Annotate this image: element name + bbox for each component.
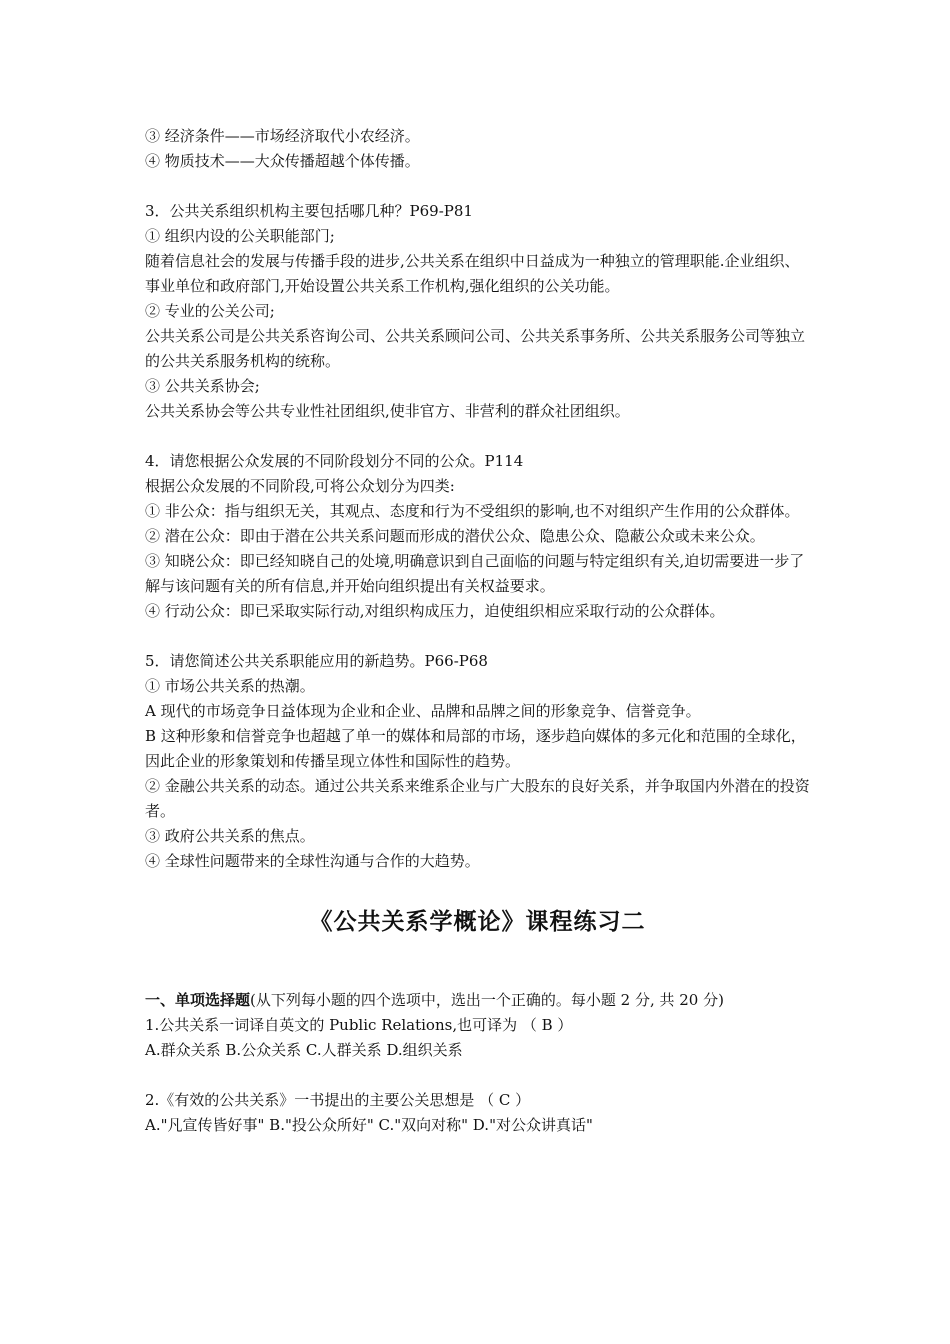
paragraph: ④ 行动公众：即已采取实际行动,对组织构成压力，迫使组织相应采取行动的公众群体。 (145, 602, 725, 620)
paragraph: 公共关系协会等公共专业性社团组织,使非官方、非营利的群众社团组织。 (145, 402, 630, 420)
paragraph: 随着信息社会的发展与传播手段的进步,公共关系在组织中日益成为一种独立的管理职能.企业组织、事业单位和政府部门,开始设置公共关系工作机构,强化组织的公关功能。 (145, 252, 800, 295)
spacer (145, 424, 810, 449)
question-heading-3: 3．公共关系组织机构主要包括哪几种？P69-P81 (145, 202, 473, 220)
text-line: ③ 政府公共关系的焦点。 (145, 827, 315, 845)
exercise-title: 《公共关系学概论》课程练习二 (309, 908, 646, 935)
question-heading-4: 4．请您根据公众发展的不同阶段划分不同的公众。P114 (145, 452, 524, 470)
paragraph: 公共关系公司是公共关系咨询公司、公共关系顾问公司、公共关系事务所、公共关系服务公司等独立的公共关系服务机构的统称。 (145, 327, 806, 370)
paragraph: ② 潜在公众：即由于潜在公共关系问题而形成的潜伏公众、隐患公众、隐蔽公众或未来公众。 (145, 527, 765, 545)
section-heading-bold: 一、单项选择题 (145, 991, 251, 1009)
text-line: ② 专业的公关公司; (145, 302, 275, 320)
mc-options-2: A."凡宣传皆好事" B."投公众所好" C."双向对称" D."对公众讲真话" (145, 1116, 593, 1134)
section-heading-note: (从下列每小题的四个选项中，选出一个正确的。每小题 2 分, 共 20 分) (250, 991, 724, 1009)
question-heading-5: 5．请您简述公共关系职能应用的新趋势。P66-P68 (145, 652, 488, 670)
mc-question-1: 1.公共关系一词译自英文的 Public Relations,也可译为 （ B ） (145, 1016, 573, 1034)
mc-options-1: A.群众关系 B.公众关系 C.人群关系 D.组织关系 (145, 1041, 463, 1059)
text-line: ③ 经济条件——市场经济取代小农经济。 (145, 127, 420, 145)
text-line: ④ 物质技术——大众传播超越个体传播。 (145, 152, 420, 170)
section-heading (145, 988, 810, 1013)
paragraph: B 这种形象和信誉竞争也超越了单一的媒体和局部的市场，逐步趋向媒体的多元化和范围的全球化，因此企业的形象策划和传播呈现立体性和国际性的趋势。 (145, 727, 806, 770)
paragraph: ② 金融公共关系的动态。通过公共关系来维系企业与广大股东的良好关系，并争取国内外潜在的投资者。 (145, 777, 810, 820)
text-line: ① 市场公共关系的热潮。 (145, 677, 315, 695)
document-page (145, 124, 810, 1138)
paragraph: ① 非公众：指与组织无关，其观点、态度和行为不受组织的影响,也不对组织产生作用的公众群体。 (145, 502, 800, 520)
spacer (145, 174, 810, 199)
mc-question-2: 2.《有效的公共关系》一书提出的主要公关思想是 （ C ） (145, 1091, 531, 1109)
spacer (145, 1063, 810, 1088)
spacer (145, 624, 810, 649)
paragraph: ③ 知晓公众：即已经知晓自己的处境,明确意识到自己面临的问题与特定组织有关,迫切需要进一步了解与该问题有关的所有信息,并开始向组织提出有关权益要求。 (145, 552, 805, 595)
text-line: 根据公众发展的不同阶段,可将公众划分为四类: (145, 477, 455, 495)
text-line: ③ 公共关系协会; (145, 377, 260, 395)
paragraph: A 现代的市场竞争日益体现为企业和企业、品牌和品牌之间的形象竞争、信誉竞争。 (145, 702, 701, 720)
spacer (145, 942, 810, 988)
text-line: ④ 全球性问题带来的全球性沟通与合作的大趋势。 (145, 852, 480, 870)
text-line: ① 组织内设的公关职能部门; (145, 227, 335, 245)
